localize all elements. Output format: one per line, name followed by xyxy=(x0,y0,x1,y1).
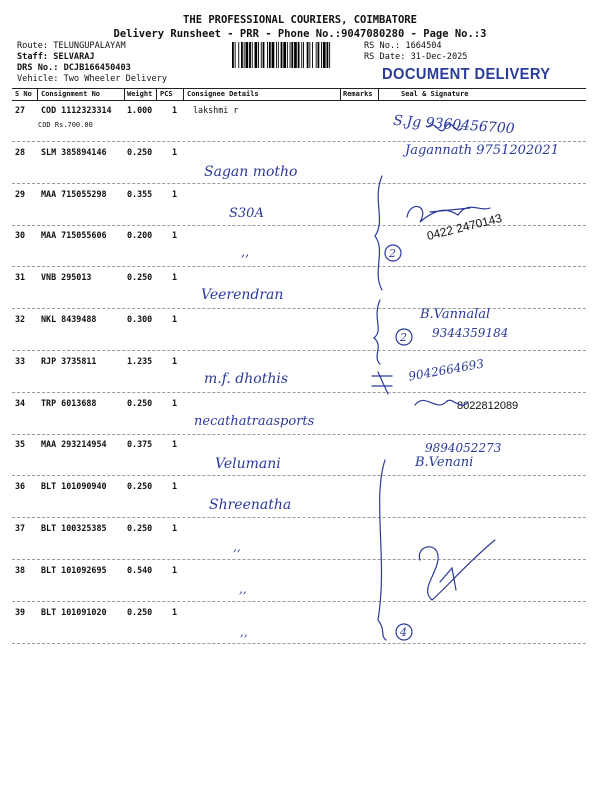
row-weight: 1.000 xyxy=(127,105,153,115)
row-pcs: 1 xyxy=(172,105,178,115)
column-header-weight: Weight xyxy=(127,90,153,98)
row-sno: 38 xyxy=(15,564,26,575)
row-consignee: lakshmi r xyxy=(193,105,239,115)
signature-scribble xyxy=(407,206,490,222)
signature-scribble xyxy=(415,400,468,405)
row-pcs: 1 xyxy=(172,564,178,575)
handwritten-consignee: m.f. dhothis xyxy=(204,371,289,387)
column-header-consignee: Consignee Details xyxy=(187,90,259,98)
handwritten-ditto: ,, xyxy=(240,625,248,639)
row-sno: 35 xyxy=(15,439,26,450)
row-pcs: 1 xyxy=(172,439,178,450)
row-consignment-no: VNB 295013 xyxy=(41,272,92,283)
row-consignment-no: SLM 385894146 xyxy=(41,146,107,157)
handwritten-consignee: Sagan motho xyxy=(204,164,298,180)
handwritten-signature-phone: S.Jg 9360456700 xyxy=(392,112,516,138)
bracket-group-2 xyxy=(374,300,380,364)
handwritten-signature-name: B.Venani xyxy=(415,455,474,470)
vehicle-label: Vehicle: Two Wheeler Delivery xyxy=(17,74,168,84)
handwritten-signature-phone: Jagannath 9751202021 xyxy=(405,143,559,158)
handwritten-consignee: necathatraasports xyxy=(194,414,315,429)
signature-scribble xyxy=(419,540,495,600)
row-weight: 0.540 xyxy=(127,564,153,575)
bracket-group-3 xyxy=(378,460,386,640)
row-consignment-no: BLT 101091020 xyxy=(41,606,107,617)
handwritten-phone: 8022812089 xyxy=(457,400,519,412)
row-sno: 39 xyxy=(15,606,26,617)
handwritten-consignee: S30A xyxy=(229,206,264,221)
row-weight: 0.250 xyxy=(127,397,153,408)
row-weight: 0.250 xyxy=(127,272,153,283)
column-header-seal-signature: Seal & Signature xyxy=(401,90,469,98)
row-consignment-no: NKL 8439488 xyxy=(41,314,97,324)
row-pcs: 1 xyxy=(172,314,178,324)
circled-count: 4 xyxy=(400,626,407,639)
row-consignment-no: COD 1112323314 xyxy=(41,105,112,115)
row-consignment-no: BLT 101092695 xyxy=(41,564,107,575)
handwritten-phone: 9344359184 xyxy=(432,326,509,340)
column-header-consignment: Consignment No xyxy=(41,90,101,98)
handwritten-phone: 0422 2470143 xyxy=(425,210,504,244)
handwritten-consignee: Shreenatha xyxy=(209,497,292,513)
signature-scribble xyxy=(428,124,462,131)
row-consignment-no: MAA 715055298 xyxy=(41,188,107,199)
row-pcs: 1 xyxy=(172,230,178,241)
row-weight: 0.375 xyxy=(127,439,153,450)
row-weight: 0.200 xyxy=(127,230,153,241)
count-circle xyxy=(396,624,412,640)
row-pcs: 1 xyxy=(172,188,178,199)
row-consignment-no: MAA 293214954 xyxy=(41,439,107,450)
rs-number: RS No.: 1664504 xyxy=(364,41,442,51)
rs-date: RS Date: 31-Dec-2025 xyxy=(364,52,468,62)
row-weight: 0.355 xyxy=(127,188,153,199)
row-sno: 33 xyxy=(15,355,26,366)
row-sno: 31 xyxy=(15,272,26,283)
row-weight: 0.250 xyxy=(127,481,153,492)
row-pcs: 1 xyxy=(172,523,178,533)
row-weight: 0.250 xyxy=(127,146,153,157)
row-pcs: 1 xyxy=(172,397,178,408)
row-consignment-no: BLT 101090940 xyxy=(41,481,107,492)
row-sno: 34 xyxy=(15,397,26,408)
column-header-remarks: Remarks xyxy=(343,90,373,98)
staff-label: Staff: SELVARAJ xyxy=(17,52,95,62)
count-circle xyxy=(385,245,401,261)
route-label: Route: TELUNGUPALAYAM xyxy=(17,41,126,51)
runsheet-subtitle: Delivery Runsheet - PRR - Phone No.:9047080280 - Page No.:3 xyxy=(113,28,487,40)
row-sno: 27 xyxy=(15,105,26,115)
document-delivery-stamp: DOCUMENT DELIVERY xyxy=(382,66,551,83)
row-pcs: 1 xyxy=(172,146,178,157)
signature-scribble xyxy=(372,372,392,394)
row-sno: 36 xyxy=(15,481,26,492)
row-sno: 32 xyxy=(15,314,26,324)
row-pcs: 1 xyxy=(172,481,178,492)
row-consignment-no: RJP 3735811 xyxy=(41,355,97,366)
row-sno: 37 xyxy=(15,523,26,533)
column-header-sno: S No xyxy=(15,90,32,98)
handwritten-consignee: Veerendran xyxy=(201,287,284,303)
circled-count: 2 xyxy=(389,247,396,260)
row-sno: 28 xyxy=(15,146,26,157)
row-consignment-no: MAA 715055606 xyxy=(41,230,107,241)
row-weight: 1.235 xyxy=(127,355,153,366)
bracket-group-1 xyxy=(375,176,382,290)
column-header-pcs: PCS xyxy=(160,90,173,98)
handwritten-consignee: Velumani xyxy=(215,456,281,472)
row-consignment-no: BLT 100325385 xyxy=(41,523,107,533)
row-pcs: 1 xyxy=(172,272,178,283)
row-weight: 0.250 xyxy=(127,523,153,533)
row-weight: 0.300 xyxy=(127,314,153,324)
row-consignment-no: TRP 6013688 xyxy=(41,397,97,408)
count-circle xyxy=(396,329,412,345)
row-pcs: 1 xyxy=(172,355,178,366)
row-sno: 30 xyxy=(15,230,26,241)
circled-count: 2 xyxy=(400,331,407,344)
handwritten-ditto: ,, xyxy=(239,582,247,596)
handwritten-ditto: ,, xyxy=(241,245,250,260)
handwritten-signature-name: B.Vannalal xyxy=(420,307,491,322)
handwritten-ditto: ,, xyxy=(233,540,241,554)
row-pcs: 1 xyxy=(172,606,178,617)
row-sno: 29 xyxy=(15,188,26,199)
company-title: THE PROFESSIONAL COURIERS, COIMBATORE xyxy=(183,14,417,26)
row-cod-amount: COD Rs.700.00 xyxy=(38,121,93,129)
row-weight: 0.250 xyxy=(127,606,153,617)
drs-label: DRS No.: DCJB166450403 xyxy=(17,63,131,73)
handwritten-phone: 9894052273 xyxy=(425,441,502,455)
handwritten-phone: 9042664693 xyxy=(407,356,485,384)
